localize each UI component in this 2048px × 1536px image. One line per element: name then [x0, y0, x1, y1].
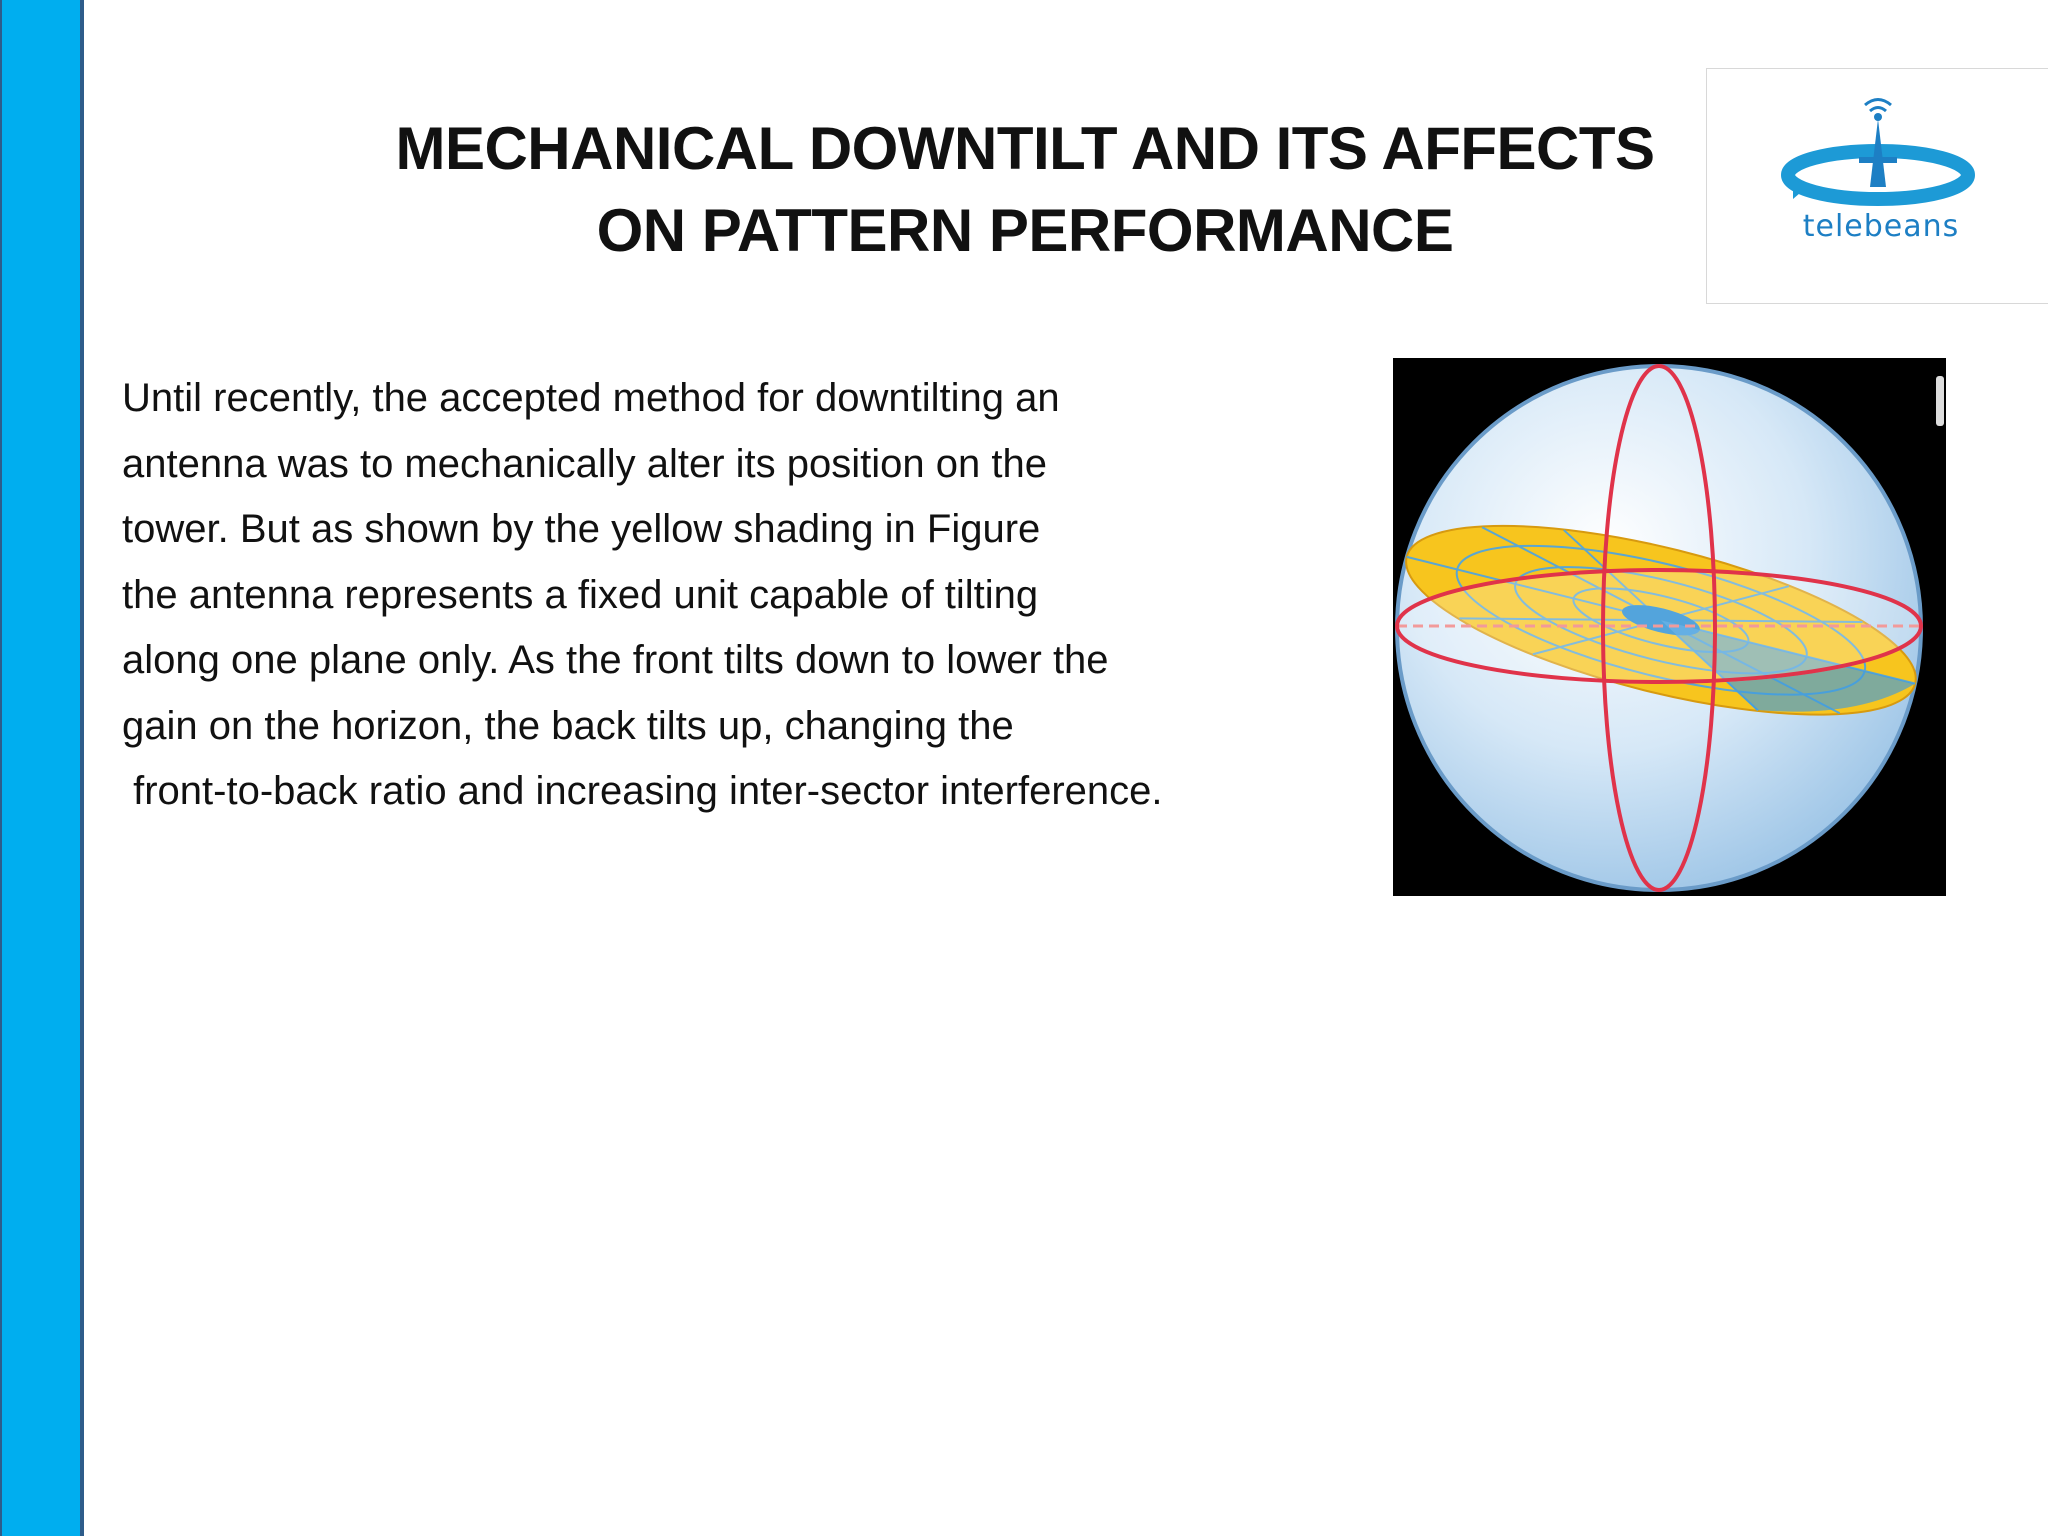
logo-wordmark: telebeans [1802, 209, 1960, 244]
left-accent-bar [0, 0, 84, 1536]
body-line: gain on the horizon, the back tilts up, changing the [122, 703, 1014, 748]
radiation-pattern-figure [1393, 358, 1946, 896]
title-line-1: MECHANICAL DOWNTILT AND ITS AFFECTS [395, 115, 1655, 182]
body-line: front-to-back ratio and increasing inter-sector interference. [122, 769, 1163, 813]
slide-title [340, 108, 1710, 272]
logo-box [1706, 68, 2048, 304]
body-line: the antenna represents a fixed unit capable of tilting [122, 572, 1039, 617]
body-line: antenna was to mechanically alter its position on the [122, 441, 1047, 486]
body-line: Until recently, the accepted method for downtilting an [122, 376, 1060, 420]
body-line: tower. But as shown by the yellow shading in Figure [122, 507, 1041, 551]
body-line: along one plane only. As the front tilts down to lower the [122, 638, 1109, 682]
telebeans-antenna-logo-icon [1707, 69, 2048, 305]
body-paragraph [122, 366, 1322, 825]
title-line-2: ON PATTERN PERFORMANCE [596, 197, 1454, 264]
antenna-radiation-pattern-sphere-icon [1393, 358, 1946, 896]
